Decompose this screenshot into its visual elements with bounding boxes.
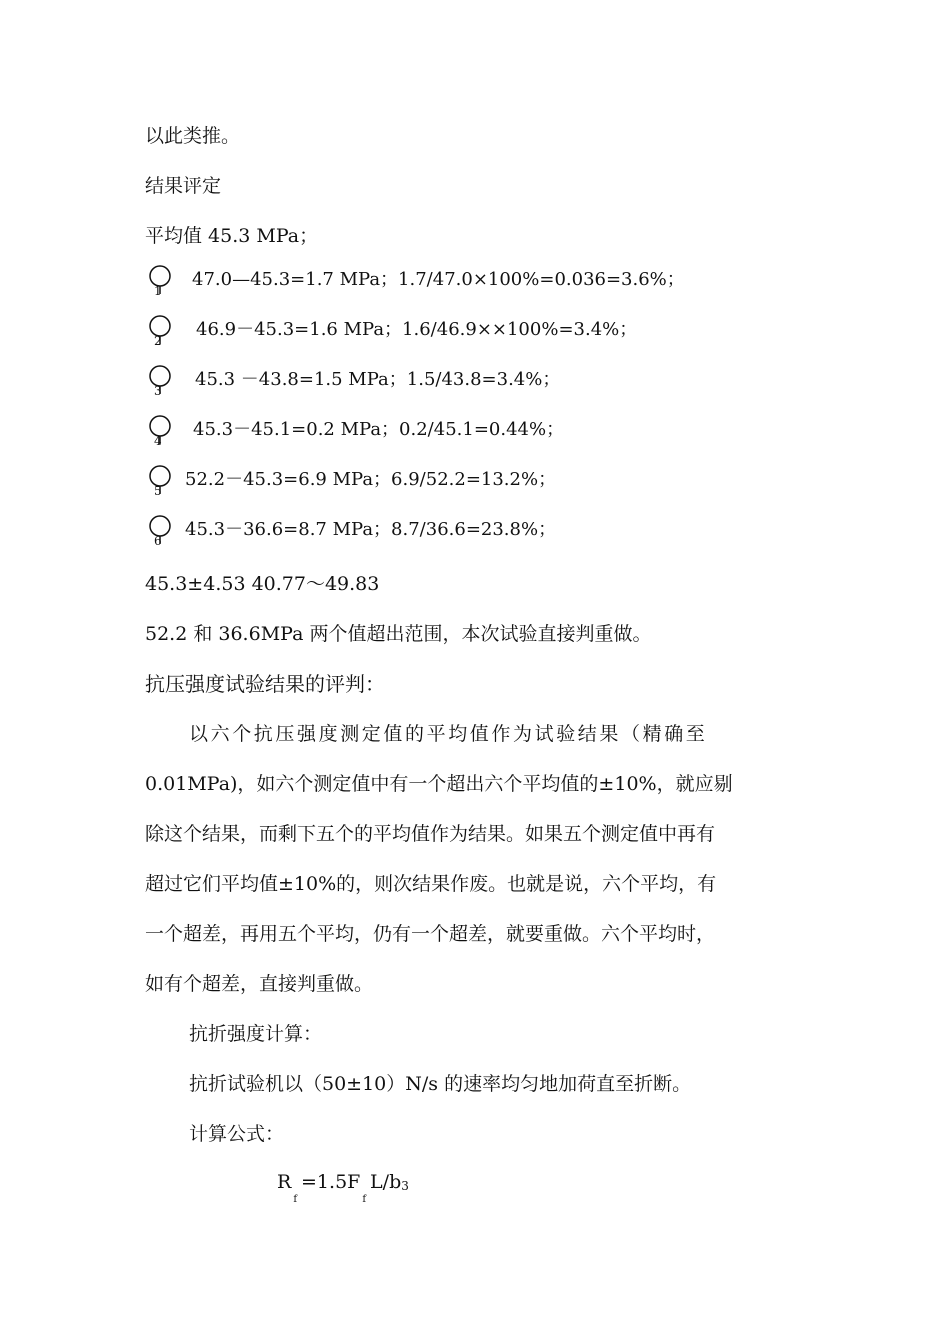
formula-mid: =1.5F [301, 1171, 361, 1193]
deviation-item-4 [145, 414, 845, 454]
item-index: 4 [154, 434, 162, 448]
formula-f-subscript: f [362, 1194, 367, 1205]
circle-marker-icon [145, 514, 175, 554]
item-index: 2 [154, 334, 162, 348]
deviation-item-2 [145, 314, 845, 354]
paragraph-line: 超过它们平均值±10%的，则次结果作废。也就是说，六个平均，有 [145, 873, 717, 895]
item-index: 6 [154, 534, 162, 548]
formula-exponent: 3 [401, 1179, 409, 1193]
item-index: 5 [154, 484, 162, 498]
deviation-text: 47.0—45.3=1.7 MPa；1.7/47.0×100%=0.036=3.6%； [192, 269, 685, 290]
deviation-text: 46.9－45.3=1.6 MPa；1.6/46.9××100%=3.4%； [196, 319, 638, 340]
paragraph-line: 0.01MPa)，如六个测定值中有一个超出六个平均值的±10%，就应剔 [145, 773, 733, 795]
item-index: 1 [154, 284, 162, 298]
formula-tail: L/b [370, 1171, 402, 1193]
deviation-item-3 [145, 364, 845, 404]
average-value-line: 平均值 45.3 MPa； [145, 225, 319, 247]
deviation-item-6 [145, 514, 845, 554]
conclusion-line: 52.2 和 36.6MPa 两个值超出范围，本次试验直接判重做。 [145, 623, 652, 645]
paragraph-line: 如有个超差，直接判重做。 [145, 973, 374, 995]
deviation-text: 52.2－45.3=6.9 MPa；6.9/52.2=13.2%； [185, 469, 557, 490]
text-line-analogy: 以此类推。 [145, 125, 241, 147]
paragraph-line: 除这个结果，而剩下五个的平均值作为结果。如果五个测定值中再有 [145, 823, 716, 845]
heading-compressive-evaluation: 抗压强度试验结果的评判： [145, 672, 385, 696]
item-index: 3 [154, 384, 162, 398]
formula-r-subscript: f [293, 1194, 298, 1205]
deviation-item-1 [145, 264, 845, 304]
formula-heading: 计算公式： [189, 1123, 285, 1145]
flexural-loading-text: 抗折试验机以（50±10）N/s 的速率均匀地加荷直至折断。 [189, 1073, 692, 1095]
range-line: 45.3±4.53 40.77～49.83 [145, 573, 380, 595]
deviation-text: 45.3 －43.8=1.5 MPa；1.5/43.8=3.4%； [195, 369, 561, 390]
flexural-formula [277, 1170, 409, 1205]
section-heading-evaluation: 结果评定 [145, 175, 222, 197]
heading-flexural-calculation: 抗折强度计算： [189, 1023, 323, 1045]
paragraph-line: 一个超差，再用五个平均，仍有一个超差，就要重做。六个平均时， [145, 923, 716, 945]
circle-marker-icon [145, 264, 175, 304]
circle-marker-icon [145, 364, 175, 404]
formula-r: R [277, 1171, 292, 1193]
circle-marker-icon [145, 414, 175, 454]
deviation-item-5 [145, 464, 845, 504]
deviation-text: 45.3－45.1=0.2 MPa；0.2/45.1=0.44%； [193, 419, 565, 440]
circle-marker-icon [145, 464, 175, 504]
deviation-text: 45.3－36.6=8.7 MPa；8.7/36.6=23.8%； [185, 519, 557, 540]
circle-marker-icon [145, 314, 175, 354]
paragraph-line: 以六个抗压强度测定值的平均值作为试验结果（精确至 [189, 723, 708, 745]
